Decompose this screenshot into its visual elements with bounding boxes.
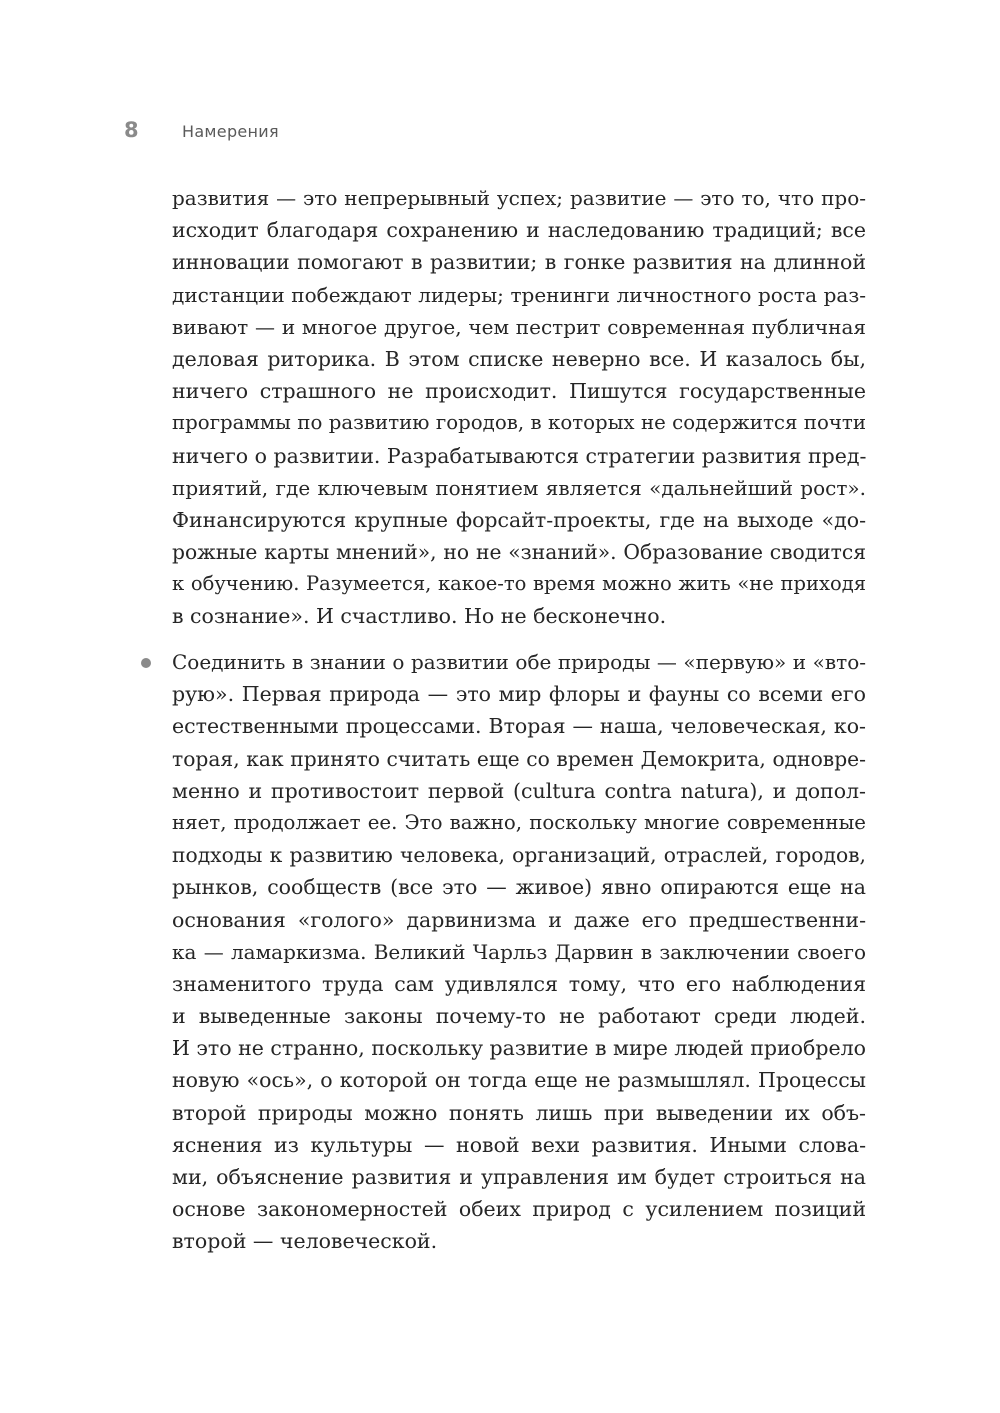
text-line: знаменитого труда сам удивлялся тому, что его наблюдения <box>172 971 866 996</box>
text-line: рожные карты мнений», но не «знаний». Образование сводится <box>172 540 866 565</box>
running-head <box>124 118 279 148</box>
bullet-icon <box>141 658 151 668</box>
text-line: ми, объяснение развития и управления им будет строиться на <box>172 1165 866 1189</box>
bullet-item <box>172 646 866 1258</box>
text-line: Соединить в знании о развитии обе природы — «первую» и «вто- <box>172 650 866 674</box>
text-line: Финансируются крупные форсайт-проекты, где на выходе «до- <box>172 507 866 532</box>
text-line: и выведенные законы почему-то не работают среди людей. <box>172 1004 866 1029</box>
text-line: дистанции побеждают лидеры; тренинги личностного роста раз- <box>172 282 866 307</box>
text-line: И это не странно, поскольку развитие в мире людей приобрело <box>172 1036 866 1061</box>
text-line: основания «голого» дарвинизма и даже его предшественни- <box>172 907 866 932</box>
text-line: в сознание». И счастливо. Но не бесконечно. <box>172 604 667 629</box>
text-line: ничего страшного не происходит. Пишутся государственные <box>172 379 866 404</box>
text-line: торая, как принято считать еще со времен Демокрита, одновре- <box>172 746 866 771</box>
text-line: естественными процессами. Вторая — наша, человеческая, ко- <box>172 714 866 739</box>
text-line: подходы к развитию человека, организаций, отраслей, городов, <box>172 843 866 868</box>
text-line: исходит благодаря сохранению и наследованию традиций; все <box>172 218 866 243</box>
text-line: рую». Первая природа — это мир флоры и фауны со всеми его <box>172 682 866 707</box>
page-number: 8 <box>124 118 139 142</box>
text-line: развития — это непрерывный успех; развитие — это то, что про- <box>172 186 866 210</box>
text-line: ка — ламаркизма. Великий Чарльз Дарвин в заключении своего <box>172 939 866 964</box>
text-line: менно и противостоит первой (cultura contra natura), и допол- <box>172 778 866 803</box>
section-title: Намерения <box>182 122 279 141</box>
text-line: яснения из культуры — новой вехи развития. Иными слова- <box>172 1132 866 1157</box>
text-line: деловая риторика. В этом списке неверно все. И казалось бы, <box>172 346 866 371</box>
text-line: инновации помогают в развитии; в гонке развития на длинной <box>172 250 866 275</box>
text-line: к обучению. Разумеется, какое-то время можно жить «не приходя <box>172 572 866 596</box>
text-line: ничего о развитии. Разрабатываются стратегии развития пред- <box>172 443 867 468</box>
paragraph-continuation <box>172 182 866 633</box>
text-line: программы по развитию городов, в которых не содержится почти <box>172 411 866 435</box>
text-line: основе закономерностей обеих природ с усилением позиций <box>172 1197 866 1222</box>
text-line: новую «ось», о которой он тогда еще не размышлял. Процессы <box>172 1068 866 1093</box>
text-line: приятий, где ключевым понятием является «дальнейший рост». <box>172 475 866 500</box>
text-line: вивают — и многое другое, чем пестрит современная публичная <box>172 314 866 339</box>
text-line: рынков, сообществ (все это — живое) явно опираются еще на <box>172 875 866 900</box>
text-line: второй природы можно понять лишь при выведении их объ- <box>172 1100 866 1125</box>
text-line: второй — человеческой. <box>172 1229 438 1254</box>
text-line: няет, продолжает ее. Это важно, поскольку многие современные <box>172 810 866 834</box>
